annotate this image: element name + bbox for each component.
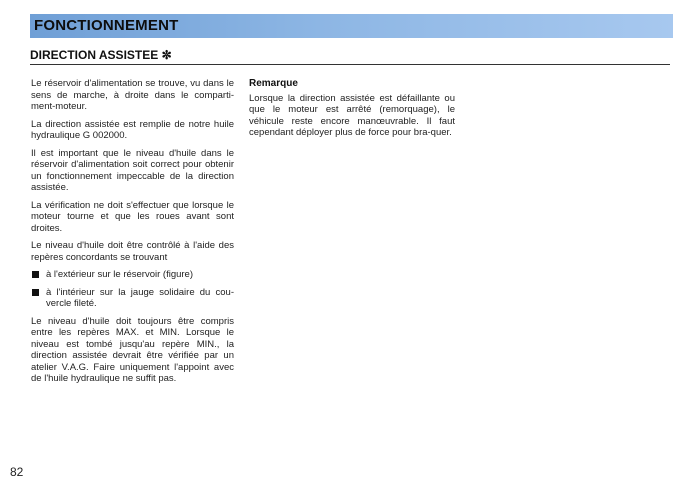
square-bullet-icon (32, 289, 39, 296)
section-divider (30, 64, 670, 65)
paragraph: Il est important que le niveau d'huile dans le réservoir d'alimentation soit correct pour obtenir un fonctionnement impeccable de la direction assistée. (31, 147, 234, 193)
right-column (249, 78, 455, 139)
paragraph: Le niveau d'huile doit être contrôlé à l'aide des repères concordants se trouvant (31, 240, 234, 263)
header-title: FONCTIONNEMENT (34, 17, 179, 34)
paragraph: La direction assistée est remplie de notre huile hydraulique G 002000. (31, 118, 234, 141)
list-item-text: à l'extérieur sur le réservoir (figure) (46, 269, 193, 280)
paragraph: Le réservoir d'alimentation se trouve, vu dans le sens de marche, à droite dans le comparti-ment-moteur. (31, 78, 234, 112)
remark-text: Lorsque la direction assistée est défaillante ou que le moteur est arrêté (remorquage), le véhicule reste encore manœuvrable. Il faut cependant déployer plus de force pour bra-quer. (249, 92, 455, 138)
square-bullet-icon (32, 271, 39, 278)
left-column (31, 78, 234, 391)
list-item (31, 269, 234, 281)
section-title: DIRECTION ASSISTEE ✼ (30, 48, 172, 62)
paragraph: La vérification ne doit s'effectuer que lorsque le moteur tourne et que les roues avant sont droites. (31, 199, 234, 234)
remark-heading: Remarque (249, 78, 298, 89)
header-banner (30, 14, 673, 38)
page-number: 82 (10, 465, 24, 479)
paragraph: Le niveau d'huile doit toujours être compris entre les repères MAX. et MIN. Lorsque le niveau est tombé jusqu'au repère MIN., la direction assistée devrait être vérifiée par un atelier V.A.G. Faire uniquement l'appoint avec de l'huile hydraulique ne suffit pas. (31, 315, 234, 384)
list-item (31, 287, 234, 310)
list-item-text: à l'intérieur sur la jauge solidaire du cou-vercle fileté. (46, 286, 234, 309)
